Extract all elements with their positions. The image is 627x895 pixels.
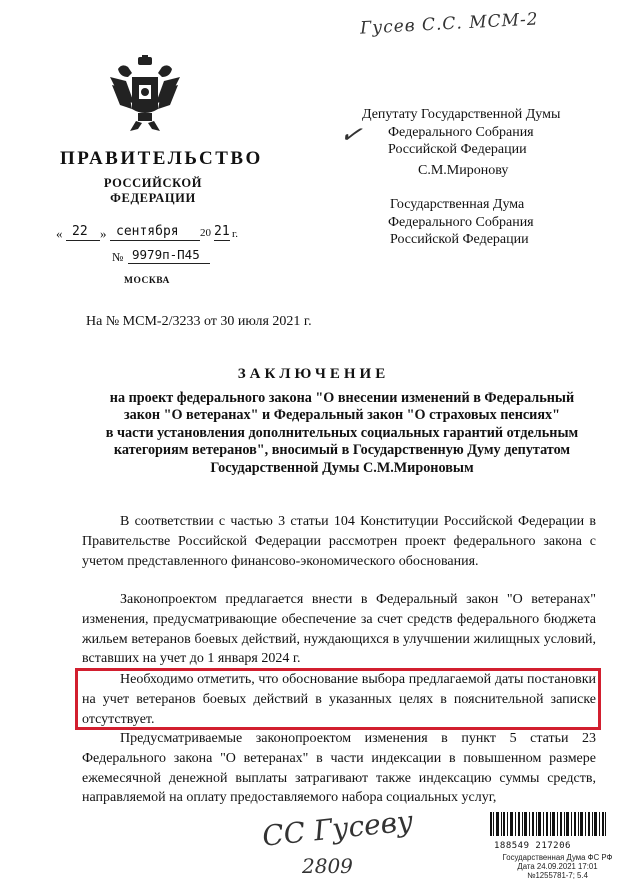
addressee-line: Российской Федерации	[388, 142, 527, 157]
subject-line: закон "О ветеранах" и Федеральный закон "О страховых пенсиях"	[123, 407, 560, 424]
date-year: 21	[214, 224, 230, 239]
subject-line: Государственной Думы С.М.Мироновым	[210, 459, 474, 476]
document-subject	[74, 390, 610, 477]
date-month: сентября	[116, 224, 179, 239]
subject-line: в части установления дополнительных социальных гарантий отдельным	[105, 424, 579, 441]
date-day: 22	[72, 224, 88, 239]
number-value: 9979п-П45	[132, 247, 200, 262]
subject-line: на проект федерального закона "О внесении изменений в Федеральный	[109, 390, 575, 406]
addressee-line: Государственная Дума	[390, 197, 525, 212]
addressee-deputy	[362, 106, 560, 179]
number-mark: №	[112, 250, 124, 264]
addressee-line: С.М.Миронову	[418, 162, 509, 178]
date-line: « 22 » сентября 20 21 г.	[56, 224, 239, 241]
government-title: ПРАВИТЕЛЬСТВО	[60, 148, 263, 169]
body-paragraph-3-highlighted: Необходимо отметить, что обоснование выбора предлагаемой даты постановки на учет ветеранов боевых действий в указанных целях в пояснительной записке отсутствует.	[82, 672, 596, 727]
addressee-line: Федерального Собрания	[388, 124, 534, 140]
subject-line: категориям ветеранов", вносимый в Государственную Думу депутатом	[113, 442, 571, 459]
handwritten-signature: СС Гусеву	[260, 804, 415, 853]
barcode-number: 188549 217206	[494, 841, 571, 851]
barcode-image	[488, 812, 608, 836]
coat-of-arms-emblem	[108, 55, 182, 133]
check-mark: ✓	[337, 118, 365, 152]
reference-line: На № МСМ-2/3233 от 30 июля 2021 г.	[86, 314, 312, 329]
registration-line: Государственная Дума ФС РФ	[502, 853, 613, 862]
addressee-line: Депутату Государственной Думы	[362, 107, 561, 122]
handwritten-note: Гусев С.С. МСМ-2	[359, 9, 540, 39]
date-year-prefix: 20	[200, 227, 211, 239]
government-subtitle: РОССИЙСКОЙ ФЕДЕРАЦИИ	[103, 176, 203, 205]
addressee-duma	[362, 196, 534, 249]
document-number	[112, 247, 232, 267]
date-year-mark: г.	[232, 228, 239, 240]
registration-stamp	[495, 853, 620, 881]
body-paragraph-4: Предусматриваемые законопроектом изменения в пункт 5 статьи 23 Федерального закона "О ветеранах" в части индексации в повышенном размере ежемесячной денежной выплаты затрагивают также индексацию суммы средств, направляемой на оплату предоставляемого набора социальных услуг,	[82, 731, 596, 806]
registration-line: Дата 24.09.2021 17:01	[517, 862, 598, 872]
registration-line: №1255781-7; 5.4	[527, 871, 588, 881]
addressee-line: Российской Федерации	[390, 232, 529, 247]
city: МОСКВА	[124, 276, 170, 286]
body-paragraph-2: Законопроектом предлагается внести в Федеральный закон "О ветеранах" изменения, предусматривающие обеспечение за счет средств федерального бюджета жильем ветеранов боевых действий, нуждающихся в улучшении жилищных условий, вставших на учет до 1 января 2024 г.	[82, 592, 596, 667]
addressee-line: Федерального Собрания	[388, 214, 534, 230]
body-paragraph-1: В соответствии с частью 3 статьи 104 Конституции Российской Федерации в Правительстве Российской Федерации рассмотрен проект федерального закона с учетом представленного финансово-экономического обоснования.	[82, 514, 596, 569]
handwritten-number: 2809	[302, 854, 353, 878]
document-title: ЗАКЛЮЧЕНИЕ	[237, 366, 390, 382]
